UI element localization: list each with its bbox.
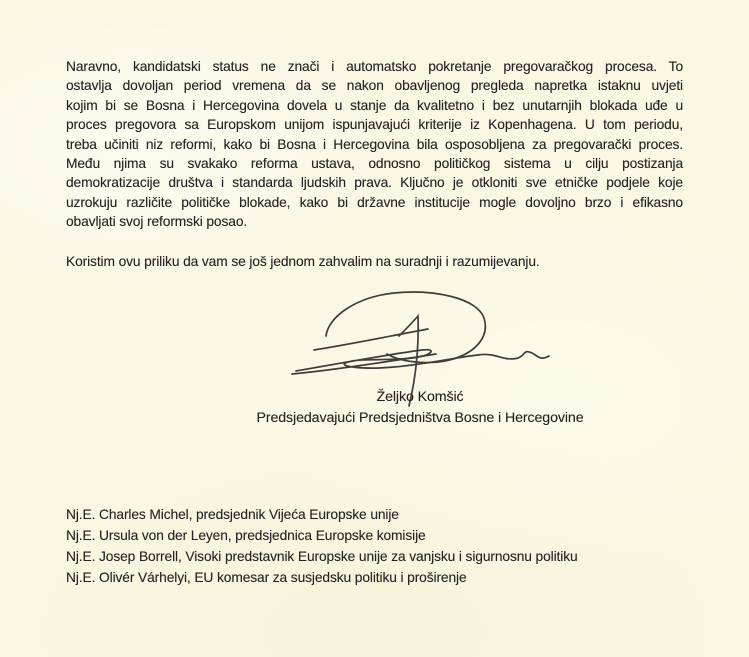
paragraph-line: ostavlja dovoljan period vremena da se nakon obavljenog pregleda napretka istaknu uvjeti bbox=[66, 78, 683, 94]
paragraph-line: obavljati svoj reformski posao. bbox=[66, 214, 248, 230]
paragraph-line: proces pregovora sa Europskom unijom ispunjavajući kriterije iz Kopenhagena. U tom periodu, bbox=[66, 117, 683, 133]
recipient-line: Nj.E. Olivér Várhelyi, EU komesar za susjedsku politiku i proširenje bbox=[66, 570, 467, 585]
paragraph-line: treba učiniti niz reformi, kako bi Bosna i Hercegovina bila osposobljena za pregovarački proces. bbox=[66, 136, 683, 152]
signatory-title: Predsjedavajući Predsjedništva Bosne i Hercegovine bbox=[256, 409, 584, 426]
closing-line: Koristim ovu priliku da vam se još jednom zahvalim na suradnji i razumijevanju. bbox=[66, 254, 540, 269]
paragraph-line: demokratizacije društva i standarda ljudskih prava. Ključno je otkloniti sve etničke podjele koje bbox=[66, 175, 683, 191]
letter-body-paragraph bbox=[66, 57, 683, 232]
recipient-line: Nj.E. Charles Michel, predsjednik Vijeća Europske unije bbox=[66, 507, 399, 522]
paragraph-line: Među njima su svakako reforma ustava, odnosno političkog sistema u cilju postizanja bbox=[66, 156, 683, 172]
recipient-line: Nj.E. Josep Borrell, Visoki predstavnik Europske unije za vanjsku i sigurnosnu politiku bbox=[66, 549, 578, 564]
recipient-line: Nj.E. Ursula von der Leyen, predsjednica Europske komisije bbox=[66, 528, 426, 543]
recipient-list bbox=[66, 504, 726, 588]
signatory-name: Željko Komšić bbox=[376, 389, 464, 405]
paragraph-line: kojim bi se Bosna i Hercegovina dovela u stanje da kvalitetno i bez unutarnjih blokada uđe u bbox=[66, 97, 683, 113]
paragraph-line: Naravno, kandidatski status ne znači i automatsko pokretanje pregovaračkog procesa. To bbox=[66, 59, 683, 74]
paragraph-line: uzrokuju različite političke blokade, kako bi državne institucije mogle dovoljno brzo i efikasno bbox=[66, 194, 683, 210]
signature-block bbox=[120, 387, 720, 428]
